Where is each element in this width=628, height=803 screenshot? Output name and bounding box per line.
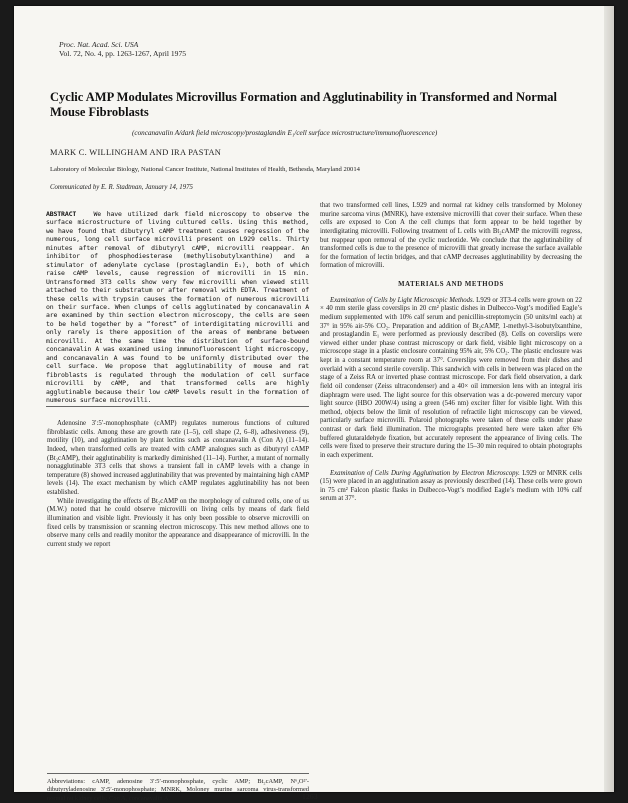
journal-header — [59, 40, 186, 58]
keywords: (concanavalin A/dark field microscopy/prostaglandin E₁/cell surface microstructure/immunofluorescence) — [132, 129, 438, 137]
intro-paragraph-1: Adenosine 3′:5′-monophosphate (cAMP) regulates numerous functions of cultured fibroblastic cells. Among these are growth rate (1–5), cell shape (2, 6–8), adhesiveness (9), motility (10), and agglutination by plant lectins such as concanavalin A (Con A) (11–14). Indeed, when transformed cells are treated with cAMP analogues such as dibutyryl cAMP (Bt₂cAMP), their agglutinability is markedly diminished (11–14). Further, a mutant of normally nonagglutinable 3T3 cells that shows a transient fall in cAMP levels with a change in temperature (8) showed increased agglutinability that was prevented by maintaining high cAMP levels (14). The exact mechanism by which cAMP regulates agglutinability has not been established. — [47, 420, 309, 496]
methods-text-2: L929 or MNRK cells (15) were placed in an agglutination assay as previously described (14). These cells were grown in 75 cm² Falcon plastic flasks in Dulbecco-Vogt’s modified Eagle’s medium with 10% calf serum at 37°. — [320, 469, 583, 503]
methods-paragraph-1 — [320, 297, 582, 461]
paper-title: Cyclic AMP Modulates Microvillus Formation and Agglutinability in Transformed and Normal Mouse Fibroblasts — [50, 90, 557, 119]
journal-name: Proc. Nat. Acad. Sci. USA — [59, 40, 139, 49]
authors: MARK C. WILLINGHAM AND IRA PASTAN — [50, 148, 222, 157]
abstract — [46, 210, 309, 407]
intro-paragraph-3: that two transformed cell lines, L929 and normal rat kidney cells transformed by Moloney murine sarcoma virus (MNRK), have extensive microvilli that cover their surface. When these cells are exposed to Con A the cell clumps that form appear to be held together by interdigitating microvilli. Following treatment of L cells with Bt₂cAMP the microvilli regress, but reappear upon removal of the cyclic nucleotide. We conclude that the agglutinability of transformed cells is due to the presence of microvilli that greatly increase the surface available for the formation of lectin bridges, and that cAMP decreases agglutinability by decreasing the formation of microvilli. — [320, 202, 582, 270]
methods-subheading-2: Examination of Cells During Agglutination by Electron Microscopy. — [330, 469, 520, 477]
abstract-text: We have utilized dark field microscopy to observe the surface microstructure of living cultured cells. Using this method, we have found that dibutyryl cAMP treatment causes regression of the numerous, long cell surface microvilli present on L929 cells. Thirty minutes after removal of dibutyryl cAMP, microvilli reappear. An inhibitor of phosphodiesterase (methylisobutylxanthine) and a stimulator of adenylate cyclase (prostaglandin E₁), both of which raise cAMP levels, cause regression of microvilli in 15 min. Untransformed 3T3 cells show very few microvilli when viewed still attached to their substratum or after removal with EDTA. Treatment of these cells with trypsin causes the formation of numerous microvilli on their surface. When clumps of cells agglutinated by concanavalin A are examined by thin section electron microscopy, the cells are seen to be held together by a “forest” of interdigitating microvilli and only rarely is there apposition of the areas of membrane between microvilli. At the same time the distribution of surface-bound concanavalin A was examined using immunofluorescent light microscopy, and concanavalin A was found to be uniformly distributed over the cell surface. We propose that agglutinability of mouse and rat fibroblasts is regulated through the modulation of cell surface microvilli by cAMP, and that transformed cells are highly agglutinable because their low cAMP levels result in the formation of numerous surface microvilli. — [46, 210, 309, 404]
communicated-by: Communicated by E. R. Stadtman, January 14, 1975 — [50, 184, 193, 191]
body-right-column — [320, 202, 582, 504]
body-left-column — [47, 420, 309, 549]
abstract-label: ABSTRACT — [46, 210, 77, 218]
section-title: MATERIALS AND METHODS — [398, 281, 504, 288]
affiliation: Laboratory of Molecular Biology, National Cancer Institute, National Institutes of Health, Bethesda, Maryland 20014 — [50, 166, 360, 173]
methods-paragraph-2 — [320, 470, 582, 505]
page-edge — [604, 6, 614, 792]
page-number: 1263 — [302, 792, 318, 801]
paper-page — [14, 6, 614, 802]
methods-subheading-1: Examination of Cells by Light Microscopic Methods. — [330, 296, 475, 304]
journal-volume: Vol. 72, No. 4, pp. 1263-1267, April 1975 — [59, 49, 187, 58]
methods-text-1: L929 or 3T3-4 cells were grown on 22 × 40 mm sterile glass coverslips in 20 cm² plastic dishes in Dulbecco-Vogt’s modified Eagle’s medium supplemented with 10% calf serum and penicillin-streptomycin (50 units/ml each) at 37° in 95% air-5% CO₂. Preparation and addition of Bt₂cAMP, 1-methyl-3-isobutylxanthine, and prostaglandin E₁ were performed as previously described (8). Cells on coverslips were viewed either under phase contrast microscopy or dark field, visible light microscopy on a microscope stage in a plastic enclosure containing 95% air, 5% CO₂. The plastic enclosure was kept in a constant temperature room at 37°. Coverslips were removed from their dishes and overlaid with a second sterile coverslip. This sandwich with cells in between was placed on the stage of a Zeiss RA or inverted phase contrast microscope. For dark field observation, a dark field oil condenser (Zeiss ultracondenser) and a 40× oil immersion lens with an integral iris diaphragm were used. The light source for this observation was a dc-powered mercury vapor light source (HBO 200W/4) using a green (546 nm) exciter filter for visible light. With this method, objects below the limit of resolution of refractile light microscopy can be viewed, particularly surface microvilli. Polaroid photographs were taken of these cells under phase contrast or dark field illumination. The micrographs presented here were taken after 6% buffered glutaraldehyde fixation, but accurately represent the appearance of living cells. The cells were fixed to preserve their structure during the 15–30 min required to obtain photographs in each experiment. — [320, 296, 582, 459]
intro-paragraph-2: While investigating the effects of Bt₂cAMP on the morphology of cultured cells, one of us (M.W.) noted that he could observe microvilli on living cells by means of dark field illumination and visible light. Previously it has only been possible to observe microvilli on fixed cells by transmission or scanning electron microscopy. This new method allows one to observe many cells and readily monitor the appearance and disappearance of microvilli. In the current study we report — [47, 497, 309, 548]
footnote: Abbreviations: cAMP, adenosine 3′:5′-monophosphate, cyclic AMP; Bt₂cAMP, N⁶,O²′-dibutyryladenosine 3′:5′-monophosphate; MNRK, Moloney murine sarcoma virus-transformed normal rat kidney cells; Con A, concanavalin A. — [47, 773, 309, 803]
